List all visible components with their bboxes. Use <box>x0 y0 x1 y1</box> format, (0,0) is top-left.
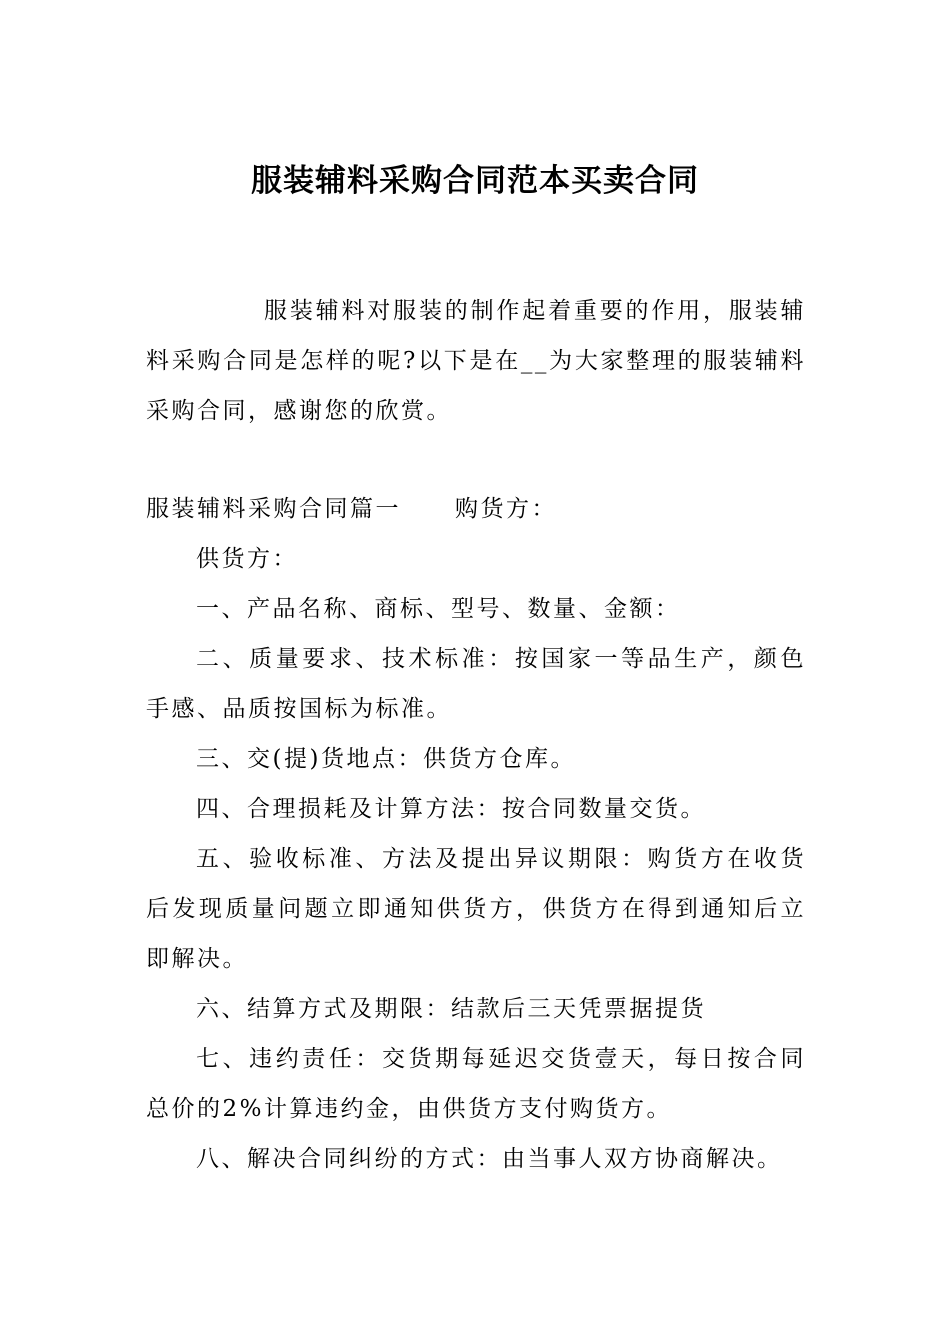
section-title: 服装辅料采购合同篇一 <box>146 496 401 522</box>
clause-6: 六、结算方式及期限：结款后三天凭票据提货 <box>196 996 706 1022</box>
clause-4: 四、合理损耗及计算方法：按合同数量交货。 <box>196 796 706 822</box>
section-heading-line <box>146 484 806 534</box>
clause-7: 七、违约责任：交货期每延迟交货壹天，每日按合同总价的2%计算违约金，由供货方支付购货方。 <box>146 1046 806 1122</box>
paragraph-gap <box>146 436 806 484</box>
intro-paragraph: 服装辅料对服装的制作起着重要的作用，服装辅料采购合同是怎样的呢?以下是在__为大家整理的服装辅料采购合同，感谢您的欣赏。 <box>146 298 806 424</box>
clause-5: 五、验收标准、方法及提出异议期限：购货方在收货后发现质量问题立即通知供货方，供货方在得到通知后立即解决。 <box>146 846 806 972</box>
clause-1: 一、产品名称、商标、型号、数量、金额： <box>196 596 681 622</box>
document-title: 服装辅料采购合同范本买卖合同 <box>251 163 699 199</box>
clause-8: 八、解决合同纠纷的方式：由当事人双方协商解决。 <box>196 1146 783 1172</box>
clause-2: 二、质量要求、技术标准：按国家一等品生产，颜色手感、品质按国标为标准。 <box>146 646 806 722</box>
clause-3: 三、交(提)货地点：供货方仓库。 <box>196 746 576 772</box>
supplier-label: 供货方： <box>196 546 298 572</box>
document-body <box>146 286 806 1184</box>
buyer-label: 购货方： <box>455 496 557 522</box>
